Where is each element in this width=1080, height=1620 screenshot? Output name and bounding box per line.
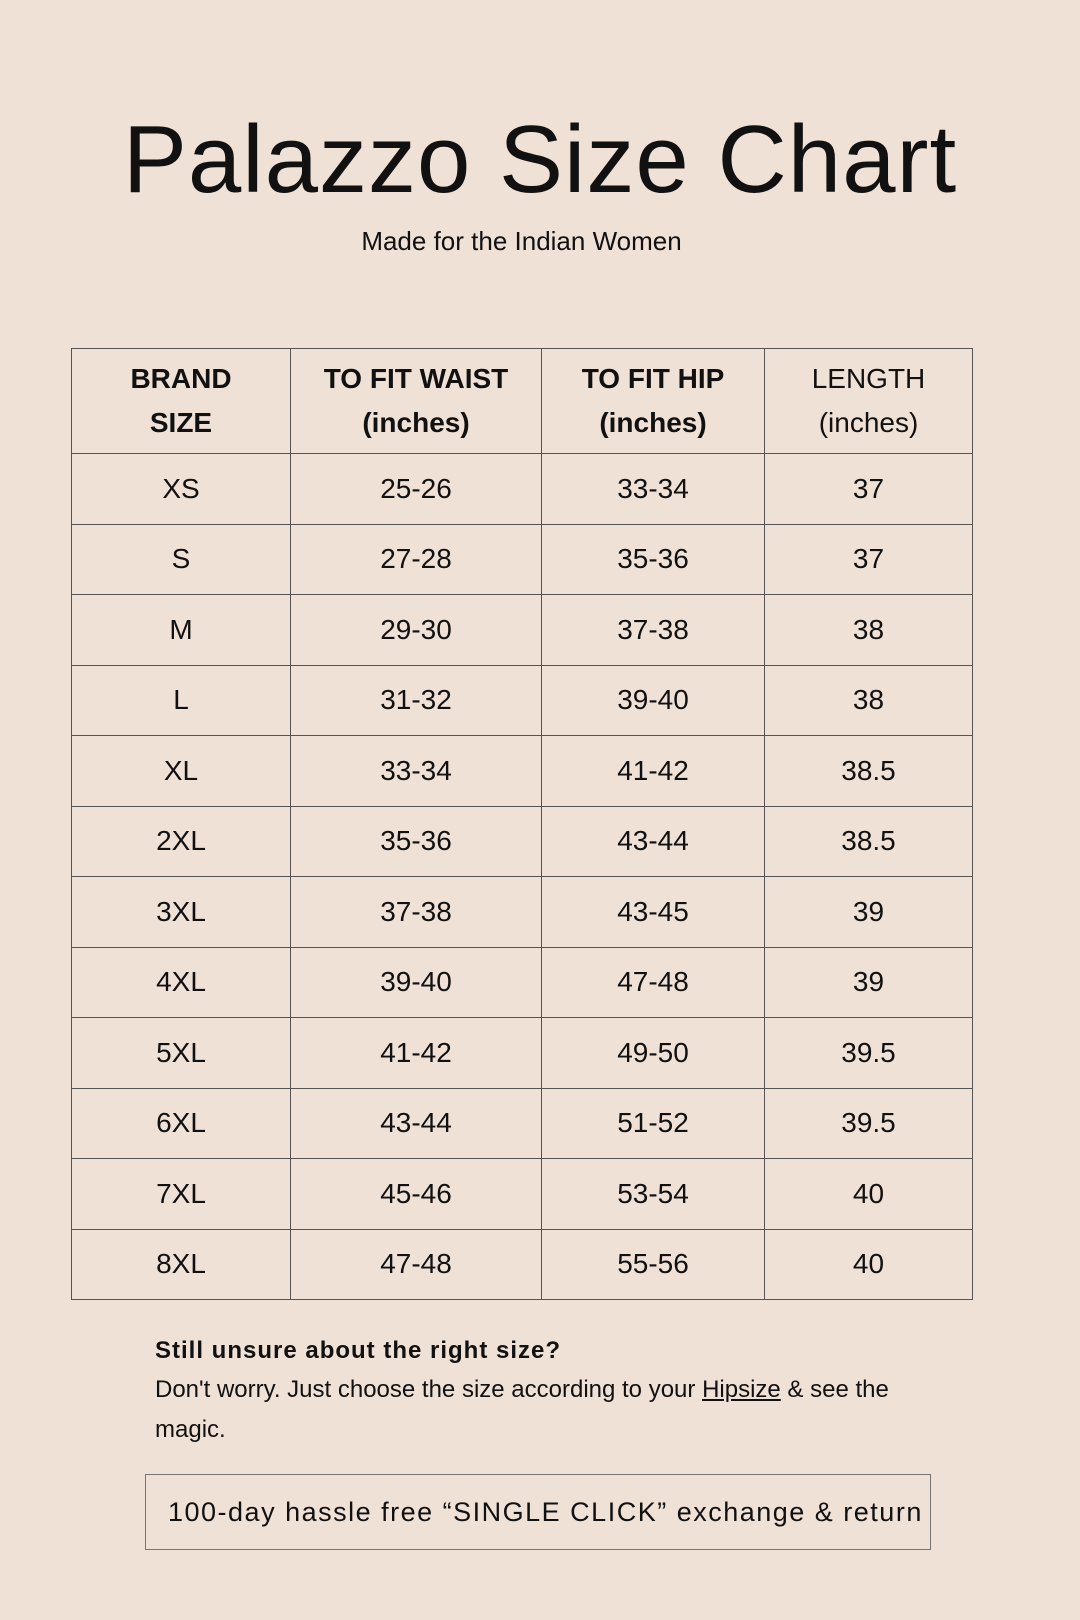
header-waist-line1: TO FIT WAIST (323, 363, 509, 394)
header-hip (542, 349, 765, 454)
cell-waist: 37-38 (291, 877, 542, 948)
table-row (72, 665, 973, 736)
cell-waist: 31-32 (291, 665, 542, 736)
note-body (155, 1370, 955, 1450)
table-row (72, 1088, 973, 1159)
cell-length: 39.5 (765, 1018, 973, 1089)
cell-hip: 47-48 (542, 947, 765, 1018)
cell-waist: 35-36 (291, 806, 542, 877)
cell-length: 40 (765, 1229, 973, 1300)
cell-size: XL (72, 736, 291, 807)
cell-hip: 51-52 (542, 1088, 765, 1159)
cell-waist: 33-34 (291, 736, 542, 807)
cell-length: 39.5 (765, 1088, 973, 1159)
cell-waist: 25-26 (291, 454, 542, 525)
size-help-note (155, 1332, 955, 1450)
exchange-return-banner: 100-day hassle free “SINGLE CLICK” exchange & return (145, 1474, 931, 1550)
cell-size: 8XL (72, 1229, 291, 1300)
table-row (72, 454, 973, 525)
cell-hip: 35-36 (542, 524, 765, 595)
header-hip-line1: TO FIT HIP (581, 363, 725, 394)
table-body (72, 454, 973, 1300)
table-header (72, 349, 973, 454)
cell-length: 37 (765, 454, 973, 525)
cell-size: 4XL (72, 947, 291, 1018)
cell-size: 3XL (72, 877, 291, 948)
header-waist-line2: (inches) (362, 407, 470, 438)
cell-size: 2XL (72, 806, 291, 877)
header-hip-line2: (inches) (599, 407, 707, 438)
cell-size: XS (72, 454, 291, 525)
cell-size: 5XL (72, 1018, 291, 1089)
cell-size: S (72, 524, 291, 595)
table-row (72, 806, 973, 877)
cell-size: M (72, 595, 291, 666)
table-row (72, 947, 973, 1018)
cell-length: 38.5 (765, 806, 973, 877)
cell-hip: 39-40 (542, 665, 765, 736)
hipsize-link[interactable]: Hipsize (702, 1376, 781, 1403)
cell-waist: 45-46 (291, 1159, 542, 1230)
header-length (765, 349, 973, 454)
cell-hip: 37-38 (542, 595, 765, 666)
cell-hip: 53-54 (542, 1159, 765, 1230)
header-waist (291, 349, 542, 454)
header-row (72, 349, 973, 454)
cell-size: 7XL (72, 1159, 291, 1230)
size-chart-table (71, 348, 973, 1300)
cell-waist: 43-44 (291, 1088, 542, 1159)
cell-hip: 49-50 (542, 1018, 765, 1089)
table-row (72, 877, 973, 948)
cell-hip: 41-42 (542, 736, 765, 807)
cell-size: L (72, 665, 291, 736)
page-title: Palazzo Size Chart (122, 106, 958, 213)
table-row (72, 524, 973, 595)
cell-length: 38 (765, 595, 973, 666)
table-row (72, 736, 973, 807)
note-heading: Still unsure about the right size? (155, 1337, 562, 1364)
cell-hip: 55-56 (542, 1229, 765, 1300)
cell-waist: 39-40 (291, 947, 542, 1018)
table-row (72, 595, 973, 666)
cell-hip: 43-44 (542, 806, 765, 877)
cell-hip: 43-45 (542, 877, 765, 948)
cell-size: 6XL (72, 1088, 291, 1159)
header-brand-size-line2: SIZE (149, 407, 213, 438)
note-text-after: & see the magic. (155, 1376, 889, 1443)
cell-length: 40 (765, 1159, 973, 1230)
cell-waist: 29-30 (291, 595, 542, 666)
cell-waist: 47-48 (291, 1229, 542, 1300)
header-brand-size (72, 349, 291, 454)
cell-length: 38 (765, 665, 973, 736)
cell-length: 38.5 (765, 736, 973, 807)
header-brand-size-line1: BRAND (130, 363, 232, 394)
cell-length: 37 (765, 524, 973, 595)
cell-length: 39 (765, 877, 973, 948)
cell-waist: 41-42 (291, 1018, 542, 1089)
cell-waist: 27-28 (291, 524, 542, 595)
table-row (72, 1018, 973, 1089)
header-length-line2: (inches) (818, 407, 919, 438)
cell-length: 39 (765, 947, 973, 1018)
cell-hip: 33-34 (542, 454, 765, 525)
note-text-before: Don't worry. Just choose the size according to your (155, 1376, 703, 1403)
table-row (72, 1159, 973, 1230)
table-row (72, 1229, 973, 1300)
header-length-line1: LENGTH (811, 363, 926, 394)
page-subtitle: Made for the Indian Women (361, 226, 682, 256)
